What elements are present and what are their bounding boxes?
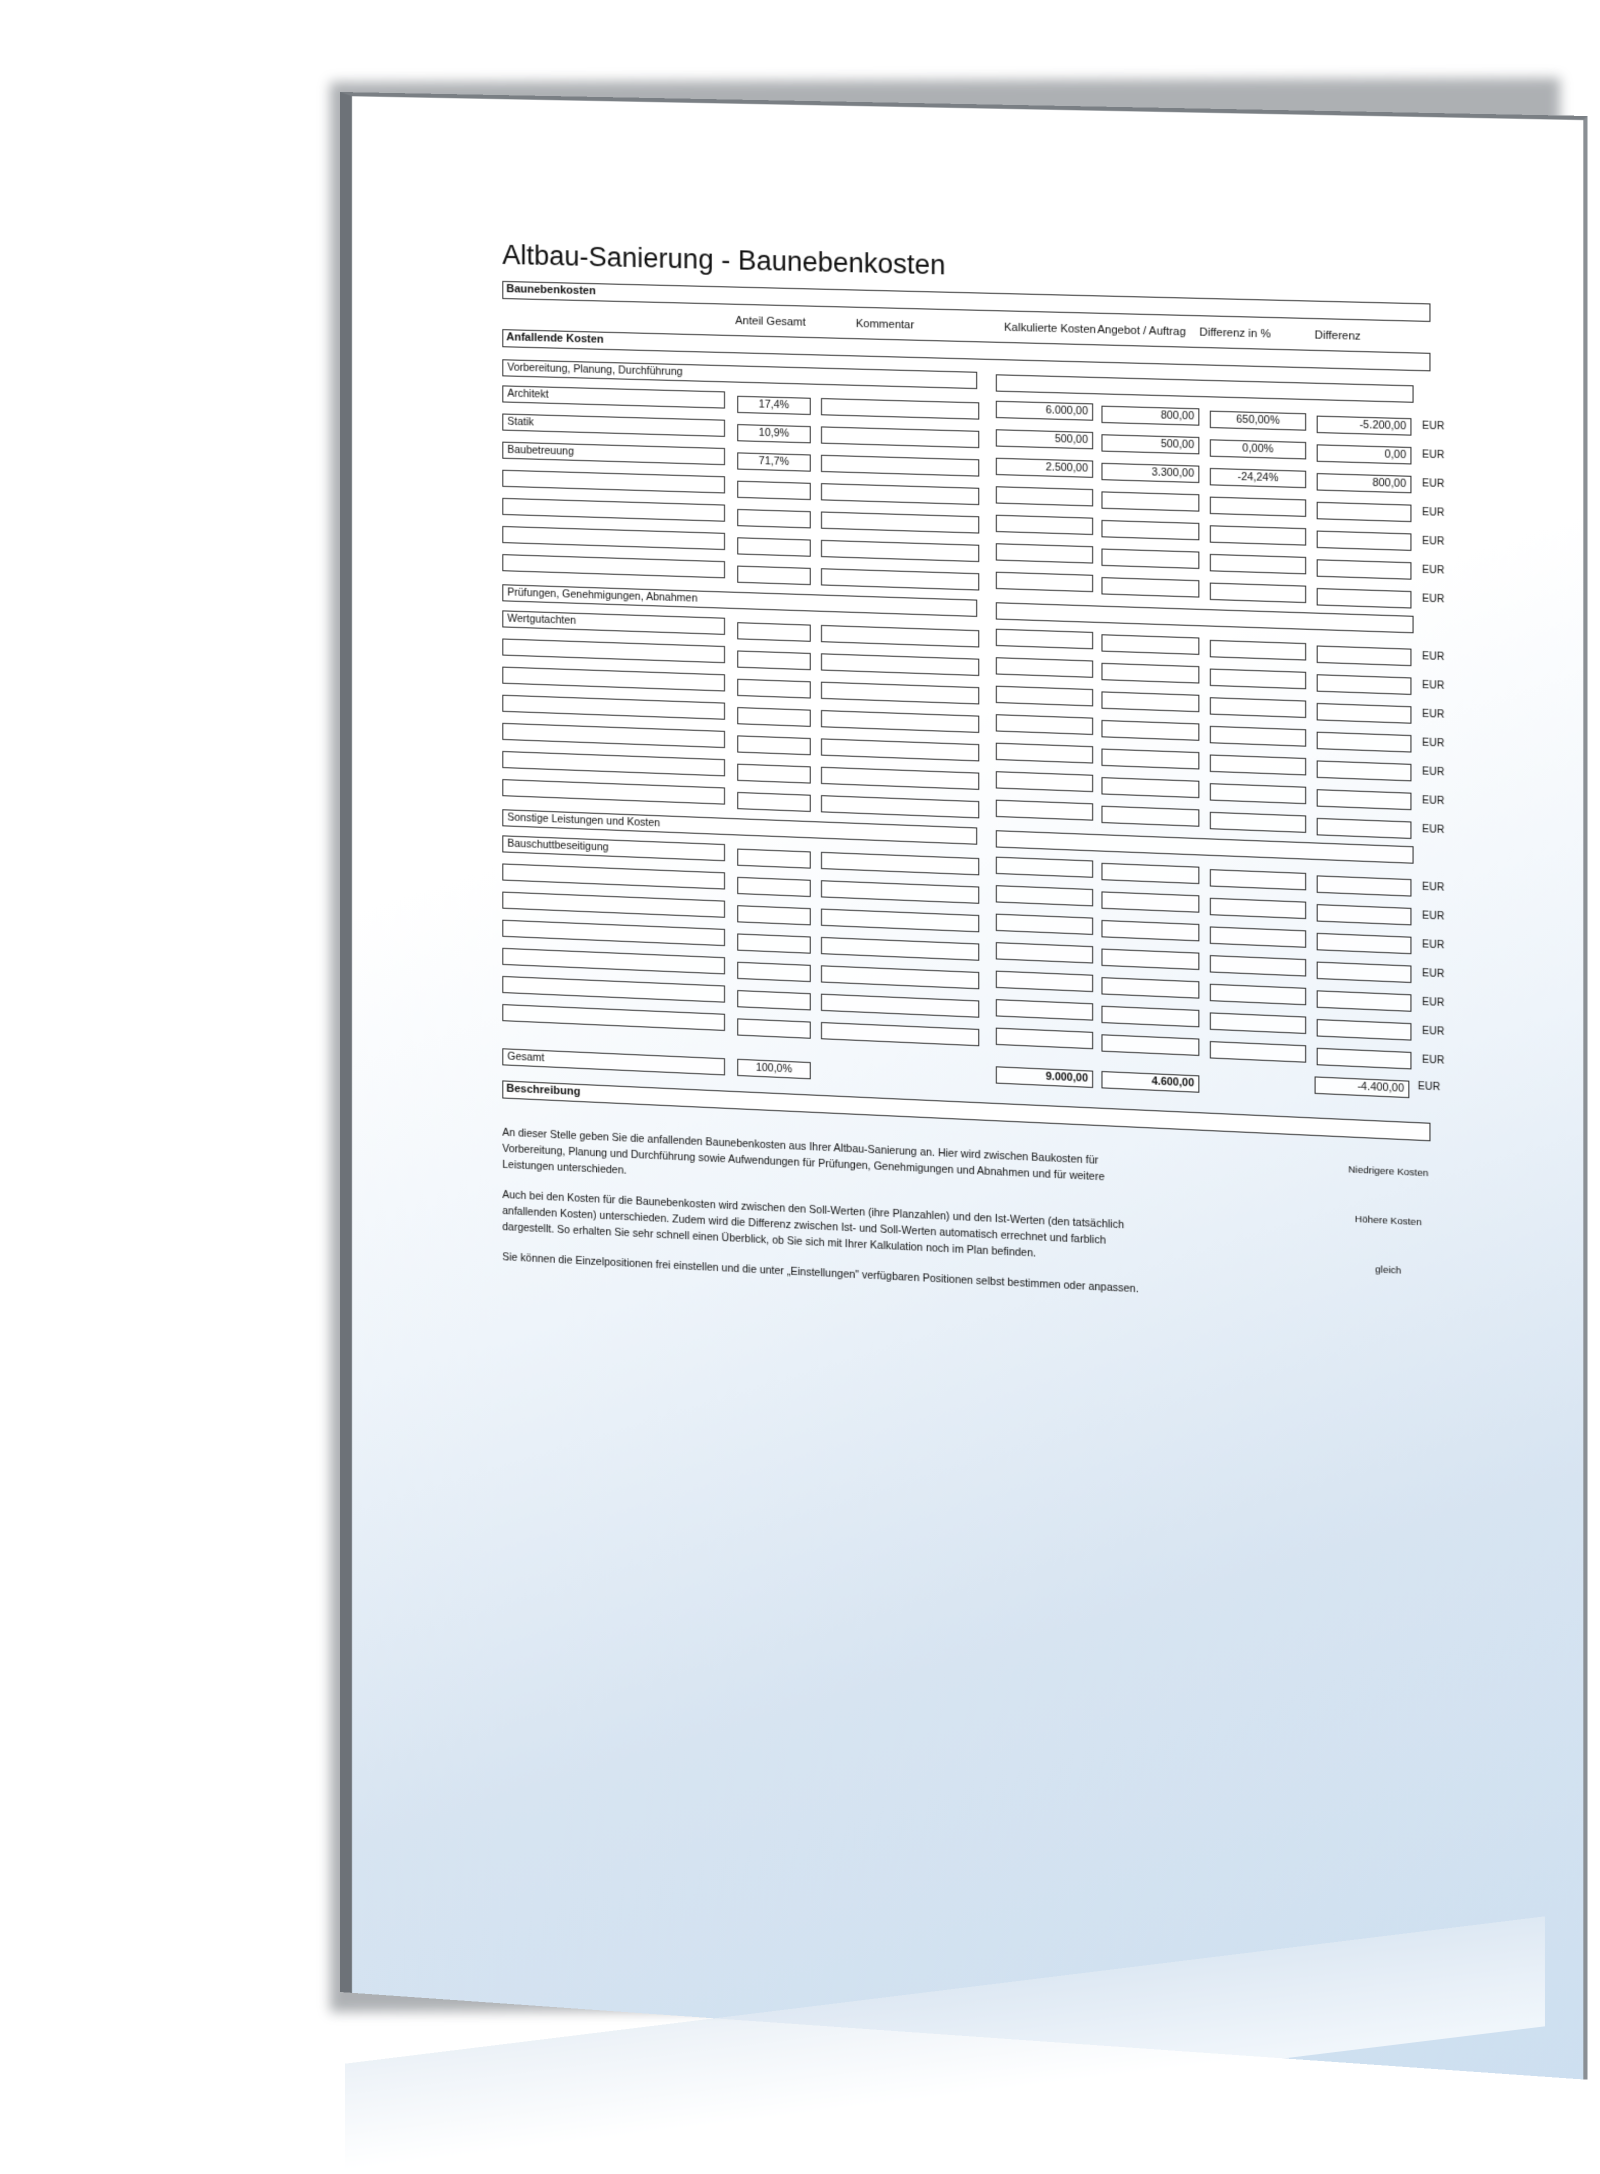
angebot-input[interactable] — [1101, 520, 1199, 540]
kalkuliert-input[interactable] — [996, 999, 1093, 1021]
kommentar-input[interactable] — [821, 568, 979, 590]
currency-label: EUR — [1422, 795, 1445, 808]
angebot-input[interactable] — [1101, 1006, 1199, 1028]
angebot-input[interactable] — [1101, 491, 1199, 511]
differenz-prozent-cell — [1210, 898, 1306, 919]
differenz-prozent-cell: 0,00% — [1210, 439, 1306, 459]
differenz-prozent-cell — [1210, 669, 1306, 690]
legend-lower-costs: Niedrigere Kosten — [1348, 1164, 1429, 1180]
total-label: Gesamt — [502, 1048, 725, 1075]
kommentar-input[interactable] — [821, 398, 979, 420]
differenz-prozent-cell — [1210, 583, 1306, 603]
anteil-cell — [737, 990, 811, 1010]
currency-label: EUR — [1422, 593, 1445, 606]
group-name: Prüfungen, Genehmigungen, Abnahmen — [502, 584, 977, 617]
kalkuliert-input[interactable] — [996, 971, 1093, 992]
differenz-prozent-cell — [1210, 726, 1306, 747]
angebot-input[interactable] — [1101, 977, 1199, 999]
currency-label: EUR — [1422, 651, 1445, 664]
currency-label: EUR — [1422, 881, 1445, 894]
col-differenz-prozent: Differenz in % — [1199, 326, 1271, 341]
kalkuliert-input[interactable]: 6.000,00 — [996, 401, 1093, 421]
group-name: Vorbereitung, Planung, Durchführung — [502, 359, 977, 389]
currency-label: EUR — [1422, 766, 1445, 779]
differenz-prozent-cell — [1210, 1012, 1306, 1034]
kalkuliert-input[interactable]: 500,00 — [996, 429, 1093, 449]
position-label-input[interactable]: Statik — [502, 414, 725, 437]
description-area — [502, 1125, 1494, 1316]
kommentar-input[interactable] — [821, 455, 979, 477]
section-bar-beschreibung: Beschreibung — [502, 1080, 1430, 1141]
kalkuliert-input[interactable] — [996, 714, 1093, 735]
kommentar-input[interactable] — [821, 511, 979, 533]
position-label-input[interactable] — [502, 526, 725, 550]
anteil-cell — [737, 481, 811, 500]
position-label-input[interactable]: Baubetreuung — [502, 442, 725, 466]
differenz-prozent-cell — [1210, 812, 1306, 833]
kalkuliert-input[interactable] — [996, 486, 1093, 506]
angebot-input[interactable] — [1101, 749, 1199, 770]
kommentar-input[interactable] — [821, 653, 979, 676]
angebot-input[interactable] — [1101, 720, 1199, 741]
differenz-cell — [1317, 732, 1412, 753]
kalkuliert-input[interactable] — [996, 771, 1093, 792]
anteil-cell — [737, 707, 811, 727]
kalkuliert-input[interactable] — [996, 885, 1093, 906]
differenz-prozent-cell — [1210, 1041, 1306, 1063]
angebot-input[interactable]: 500,00 — [1101, 434, 1199, 454]
position-label-input[interactable] — [502, 667, 725, 692]
differenz-cell — [1317, 703, 1412, 724]
page-title: Altbau-Sanierung - Baunebenkosten — [502, 239, 946, 281]
anteil-cell: 10,9% — [737, 424, 811, 443]
kommentar-input[interactable] — [821, 738, 979, 761]
position-label-input[interactable] — [502, 554, 725, 578]
differenz-cell — [1317, 760, 1412, 781]
anteil-cell: 17,4% — [737, 396, 811, 415]
differenz-prozent-cell: -24,24% — [1210, 468, 1306, 488]
kommentar-input[interactable] — [821, 937, 979, 961]
total-kalkuliert: 9.000,00 — [996, 1066, 1093, 1088]
angebot-input[interactable]: 3.300,00 — [1101, 463, 1199, 483]
differenz-prozent-cell — [1210, 554, 1306, 574]
position-label-input[interactable] — [502, 695, 725, 720]
anteil-cell: 71,7% — [737, 452, 811, 471]
kalkuliert-input[interactable] — [996, 572, 1093, 592]
anteil-cell — [737, 622, 811, 642]
angebot-input[interactable] — [1101, 891, 1199, 912]
description-text — [502, 1125, 1157, 1299]
kommentar-input[interactable] — [821, 710, 979, 733]
currency-label: EUR — [1422, 564, 1445, 577]
col-kalkulierte-kosten: Kalkulierte Kosten — [1004, 321, 1096, 337]
anteil-cell — [737, 509, 811, 528]
kalkuliert-input[interactable] — [996, 800, 1093, 821]
differenz-prozent-cell — [1210, 984, 1306, 1006]
total-anteil: 100,0% — [737, 1059, 811, 1080]
kalkuliert-input[interactable] — [996, 686, 1093, 707]
currency-label: EUR — [1422, 535, 1445, 548]
currency-label: EUR — [1422, 939, 1445, 952]
angebot-input[interactable] — [1101, 777, 1199, 798]
differenz-cell — [1317, 559, 1412, 579]
angebot-input[interactable] — [1101, 949, 1199, 970]
cost-groups — [502, 355, 1494, 1074]
currency-label: EUR — [1422, 1025, 1445, 1038]
differenz-prozent-cell — [1210, 869, 1306, 890]
total-angebot: 4.600,00 — [1101, 1071, 1199, 1093]
angebot-input[interactable] — [1101, 663, 1199, 684]
legend-equal: gleich — [1375, 1264, 1402, 1277]
anteil-cell — [737, 650, 811, 670]
kommentar-input[interactable] — [821, 767, 979, 790]
kommentar-input[interactable] — [821, 540, 979, 562]
differenz-prozent-cell — [1210, 497, 1306, 517]
differenz-cell — [1317, 645, 1412, 666]
currency-label: EUR — [1422, 506, 1445, 519]
position-label-input[interactable] — [502, 498, 725, 522]
angebot-input[interactable] — [1101, 920, 1199, 941]
col-kommentar: Kommentar — [855, 317, 915, 332]
differenz-cell — [1317, 818, 1412, 839]
angebot-input[interactable] — [1101, 806, 1199, 827]
differenz-cell — [1317, 789, 1412, 810]
kommentar-input[interactable] — [821, 483, 979, 505]
kommentar-input[interactable] — [821, 994, 979, 1018]
kalkuliert-input[interactable] — [996, 543, 1093, 563]
differenz-cell — [1317, 588, 1412, 609]
kalkuliert-input[interactable] — [996, 857, 1093, 878]
kalkuliert-input[interactable] — [996, 942, 1093, 963]
differenz-prozent-cell — [1210, 783, 1306, 804]
currency-label: EUR — [1422, 708, 1445, 721]
differenz-prozent-cell — [1210, 697, 1306, 718]
kalkuliert-input[interactable] — [996, 743, 1093, 764]
anteil-cell — [737, 849, 811, 869]
anteil-cell — [737, 735, 811, 755]
anteil-cell — [737, 962, 811, 982]
kalkuliert-input[interactable] — [996, 914, 1093, 935]
anteil-cell — [737, 933, 811, 953]
differenz-cell — [1317, 531, 1412, 551]
position-label-input[interactable] — [502, 470, 725, 494]
page-content — [502, 240, 1494, 1330]
kalkuliert-input[interactable] — [996, 515, 1093, 535]
currency-label: EUR — [1422, 968, 1445, 981]
kalkuliert-input[interactable]: 2.500,00 — [996, 458, 1093, 478]
currency-label: EUR — [1422, 679, 1445, 692]
total-currency: EUR — [1417, 1081, 1441, 1094]
kommentar-input[interactable] — [821, 852, 979, 875]
angebot-input[interactable] — [1101, 577, 1199, 597]
differenz-prozent-cell: 650,00% — [1210, 411, 1306, 431]
anteil-cell — [737, 905, 811, 925]
currency-label: EUR — [1422, 449, 1445, 462]
differenz-cell — [1317, 502, 1412, 522]
differenz-cell: 800,00 — [1317, 473, 1412, 493]
differenz-prozent-cell — [1210, 755, 1306, 776]
kommentar-input[interactable] — [821, 1022, 979, 1046]
position-label-input[interactable]: Wertgutachten — [502, 610, 725, 635]
col-anteil-gesamt: Anteil Gesamt — [735, 314, 806, 329]
col-angebot-auftrag: Angebot / Auftrag — [1097, 323, 1186, 339]
differenz-prozent-cell — [1210, 640, 1306, 661]
anteil-cell — [737, 877, 811, 897]
currency-label: EUR — [1422, 1054, 1445, 1067]
anteil-cell — [737, 1018, 811, 1038]
angebot-input[interactable] — [1101, 1034, 1199, 1056]
position-label-input[interactable]: Architekt — [502, 385, 725, 408]
differenz-cell: 0,00 — [1317, 444, 1412, 464]
group-name: Sonstige Leistungen und Kosten — [502, 809, 977, 845]
anteil-cell — [737, 566, 811, 586]
differenz-prozent-cell — [1210, 955, 1306, 976]
description-paragraph-2: Auch bei den Kosten für die Baunebenkosten wird zwischen den Soll-Werten (ihre Planzahlen) und den Ist-Werten (den tatsächlich anfallenden Kosten) unterschieden. Zudem wird die Differenz zwischen Ist- und Soll-Werten automatisch errechnet und farblich dargestellt. So erhalten Sie sehr schnell einen Überblick, ob Sie sich mit Ihrer Kalkulation noch im Plan befinden. — [502, 1188, 1125, 1260]
kalkuliert-input[interactable] — [996, 629, 1093, 650]
total-differenz: -4.400,00 — [1315, 1076, 1410, 1098]
differenz-prozent-cell — [1210, 926, 1306, 947]
differenz-cell — [1317, 674, 1412, 695]
currency-label: EUR — [1422, 420, 1445, 433]
document-page — [340, 92, 1588, 2080]
angebot-input[interactable] — [1101, 634, 1199, 655]
section-bar-baunebenkosten: Baunebenkosten — [502, 281, 1430, 322]
angebot-input[interactable] — [1101, 691, 1199, 712]
legend-higher-costs: Höhere Kosten — [1354, 1213, 1422, 1229]
angebot-input[interactable] — [1101, 549, 1199, 569]
description-paragraph-1: An dieser Stelle geben Sie die anfallenden Baunebenkosten aus Ihrer Altbau-Sanierung an. Hier wird zwischen Baukosten für Vorbereitung, Planung und Durchführung sowie Aufwendungen für Prüfungen, Genehmigungen und Abnahmen und für weitere Leistungen unterschieden. — [502, 1126, 1105, 1184]
kalkuliert-input[interactable] — [996, 1028, 1093, 1050]
anteil-cell — [737, 764, 811, 784]
currency-label: EUR — [1422, 996, 1445, 1010]
kommentar-input[interactable] — [821, 909, 979, 933]
angebot-input[interactable]: 800,00 — [1101, 406, 1199, 426]
anteil-cell — [737, 792, 811, 812]
description-paragraph-3: Sie können die Einzelpositionen frei einstellen und die unter „Einstellungen" verfügbaren Positionen selbst bestimmen oder anpassen. — [502, 1251, 1139, 1296]
kommentar-input[interactable] — [821, 880, 979, 904]
anteil-cell — [737, 679, 811, 699]
currency-label: EUR — [1422, 910, 1445, 923]
differenz-prozent-cell — [1210, 525, 1306, 545]
anteil-cell — [737, 537, 811, 556]
differenz-cell: -5.200,00 — [1317, 416, 1412, 436]
kalkuliert-input[interactable] — [996, 657, 1093, 678]
currency-label: EUR — [1422, 823, 1445, 837]
differenz-cell — [1317, 875, 1412, 896]
kommentar-input[interactable] — [821, 682, 979, 705]
section-bar-anfallende-kosten: Anfallende Kosten — [502, 329, 1430, 371]
angebot-input[interactable] — [1101, 863, 1199, 884]
col-differenz: Differenz — [1314, 329, 1361, 343]
position-label-input[interactable]: Bauschuttbeseitigung — [502, 835, 725, 861]
kommentar-input[interactable] — [821, 795, 979, 818]
kommentar-input[interactable] — [821, 965, 979, 989]
currency-label: EUR — [1422, 478, 1445, 491]
position-label-input[interactable] — [502, 638, 725, 663]
kommentar-input[interactable] — [821, 426, 979, 448]
kommentar-input[interactable] — [821, 625, 979, 648]
currency-label: EUR — [1422, 737, 1445, 750]
